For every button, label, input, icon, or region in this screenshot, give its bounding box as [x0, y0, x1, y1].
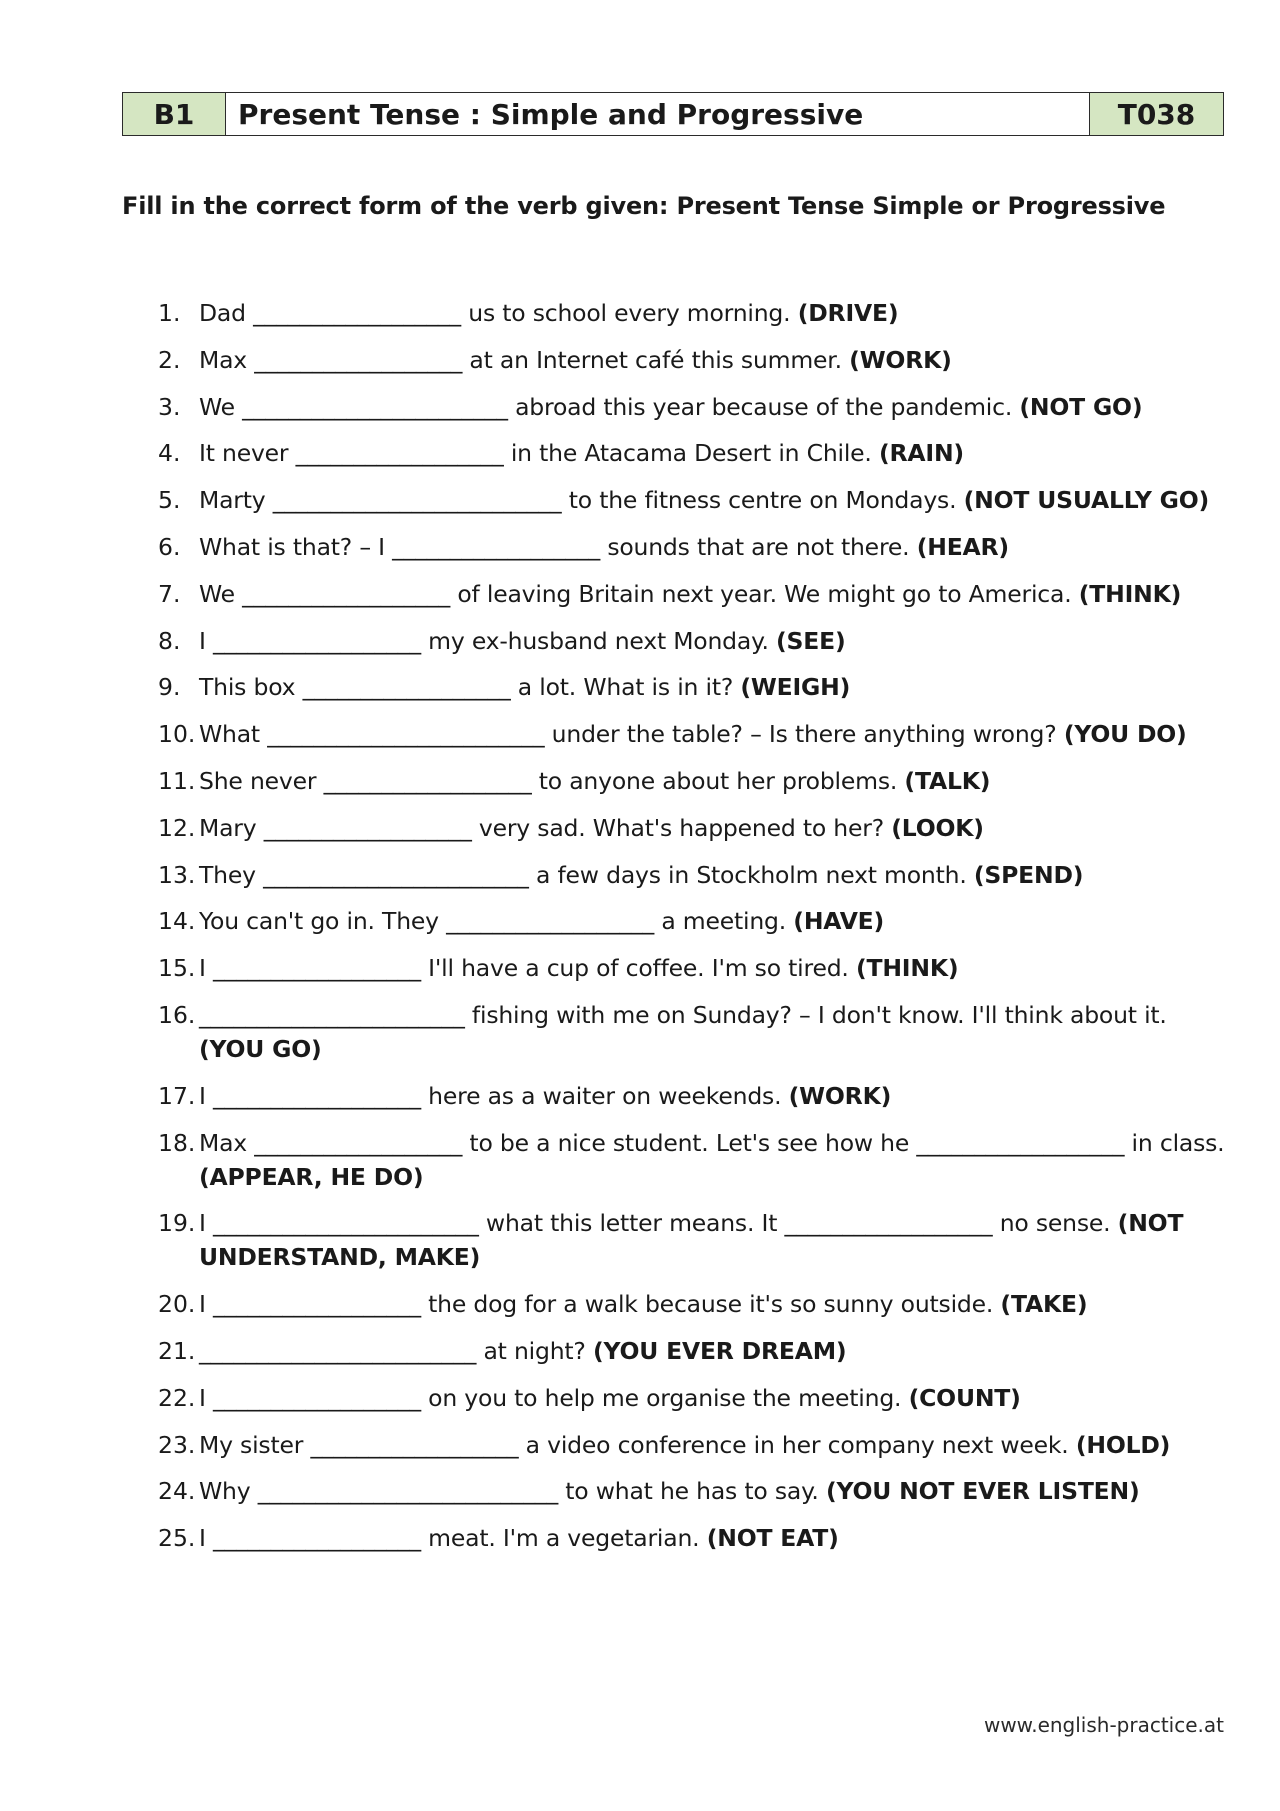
- exercise-item: [158, 1381, 1226, 1415]
- exercise-number: 10.: [158, 720, 196, 749]
- exercise-number: 2.: [158, 345, 181, 374]
- verb-hint: (THINK): [855, 954, 959, 983]
- verb-hint: (TAKE): [1000, 1290, 1088, 1319]
- exercise-number: 11.: [158, 766, 196, 795]
- exercise-sentence: [199, 1474, 1226, 1508]
- exercise-text: They _______________________ a few days in Stockholm next month.: [199, 860, 974, 889]
- exercise-number: 7.: [158, 579, 181, 608]
- exercise-sentence: [199, 577, 1226, 611]
- exercise-sentence: [199, 670, 1226, 704]
- exercise-sentence: [199, 436, 1226, 470]
- exercise-item: [158, 670, 1226, 704]
- exercise-sentence: [199, 858, 1226, 892]
- exercise-item: [158, 530, 1226, 564]
- exercise-number: 5.: [158, 486, 181, 515]
- exercise-item: [158, 577, 1226, 611]
- exercise-item: [158, 1126, 1232, 1194]
- exercise-item: [158, 904, 1226, 938]
- verb-hint: (YOU NOT EVER LISTEN): [825, 1477, 1140, 1506]
- verb-hint: (SPEND): [973, 860, 1084, 889]
- exercise-text: My sister __________________ a video conference in her company next week.: [199, 1430, 1076, 1459]
- exercise-number: 16.: [158, 1000, 196, 1029]
- exercise-item: [158, 1206, 1226, 1274]
- exercise-text: Max __________________ to be a nice student. Let's see how he __________________ in class.: [199, 1128, 1232, 1157]
- verb-hint: (RAIN): [878, 439, 964, 468]
- verb-hint: (WEIGH): [740, 673, 851, 702]
- exercise-text: I __________________ the dog for a walk because it's so sunny outside.: [199, 1290, 1001, 1319]
- exercise-item: [158, 296, 1226, 330]
- exercise-number: 25.: [158, 1524, 196, 1553]
- verb-hint: (NOT USUALLY GO): [963, 486, 1210, 515]
- exercise-sentence: [199, 483, 1226, 517]
- exercise-text: We _______________________ abroad this year because of the pandemic.: [199, 392, 1020, 421]
- exercise-sentence: [199, 1428, 1226, 1462]
- exercise-sentence: [199, 1079, 1226, 1113]
- verb-hint: (HEAR): [916, 532, 1009, 561]
- exercise-text: Dad __________________ us to school every morning.: [199, 299, 798, 327]
- exercise-number: 4.: [158, 439, 181, 468]
- exercise-text: I __________________ meat. I'm a vegetarian.: [199, 1524, 707, 1553]
- verb-hint: (SEE): [776, 626, 846, 655]
- exercise-sentence: [199, 1381, 1226, 1415]
- exercise-text: Max __________________ at an Internet café this summer.: [199, 345, 850, 374]
- worksheet-header: [122, 92, 1224, 136]
- exercise-text: You can't go in. They __________________ a meeting.: [199, 907, 794, 936]
- exercise-number: 20.: [158, 1290, 196, 1319]
- verb-hint: (NOT UNDERSTAND, MAKE): [199, 1209, 1192, 1272]
- exercise-sentence: [199, 390, 1226, 424]
- exercise-number: 22.: [158, 1383, 196, 1412]
- header-row: [123, 93, 1224, 136]
- exercise-number: 24.: [158, 1477, 196, 1506]
- exercise-sentence: [199, 343, 1226, 377]
- verb-hint: (HOLD): [1075, 1430, 1171, 1459]
- exercise-number: 6.: [158, 532, 181, 561]
- exercise-text: I __________________ on you to help me organise the meeting.: [199, 1383, 909, 1412]
- worksheet-code: T038: [1090, 93, 1224, 136]
- exercise-number: 9.: [158, 673, 181, 702]
- exercise-text: This box __________________ a lot. What is in it?: [199, 673, 741, 702]
- exercise-text: I __________________ I'll have a cup of coffee. I'm so tired.: [199, 954, 856, 983]
- exercise-text: Marty _________________________ to the fitness centre on Mondays.: [199, 486, 964, 515]
- exercise-text: It never __________________ in the Atacama Desert in Chile.: [199, 439, 879, 468]
- exercise-number: 18.: [158, 1128, 196, 1157]
- exercise-item: [158, 436, 1226, 470]
- exercise-item: [158, 717, 1226, 751]
- exercise-sentence: [199, 951, 1226, 985]
- exercise-item: [158, 951, 1226, 985]
- verb-hint: (DRIVE): [797, 299, 899, 327]
- verb-hint: (YOU EVER DREAM): [592, 1336, 847, 1365]
- verb-hint: (COUNT): [908, 1383, 1021, 1412]
- exercise-number: 8.: [158, 626, 181, 655]
- exercise-number: 15.: [158, 954, 196, 983]
- exercise-sentence: [199, 530, 1226, 564]
- verb-hint: (HAVE): [793, 907, 885, 936]
- exercise-item: [158, 390, 1226, 424]
- worksheet-title: Present Tense : Simple and Progressive: [226, 93, 1090, 136]
- exercise-item: [158, 858, 1226, 892]
- exercise-item: [158, 343, 1226, 377]
- exercise-text: Why __________________________ to what he has to say.: [199, 1477, 826, 1506]
- exercise-text: ________________________ at night?: [199, 1336, 593, 1365]
- exercise-number: 19.: [158, 1209, 196, 1238]
- footer-website: www.english-practice.at: [983, 1713, 1224, 1737]
- exercise-item: [158, 624, 1226, 658]
- exercise-text: She never __________________ to anyone about her problems.: [199, 766, 905, 795]
- exercise-sentence: [199, 998, 1226, 1066]
- verb-hint: (TALK): [904, 766, 991, 795]
- exercise-sentence: [199, 1521, 1226, 1555]
- verb-hint: (YOU DO): [1063, 720, 1187, 749]
- verb-hint: (NOT EAT): [706, 1524, 839, 1553]
- exercise-item: [158, 1428, 1226, 1462]
- level-badge: B1: [123, 93, 226, 136]
- exercise-number: 1.: [158, 299, 181, 327]
- exercise-sentence: [199, 1334, 1226, 1368]
- exercise-sentence: [199, 811, 1226, 845]
- exercise-item: [158, 483, 1226, 517]
- exercise-item: [158, 764, 1226, 798]
- exercise-sentence: [199, 296, 1226, 330]
- exercise-text: I __________________ here as a waiter on weekends.: [199, 1081, 789, 1110]
- exercise-number: 21.: [158, 1336, 196, 1365]
- exercise-list: [158, 296, 1232, 1568]
- exercise-number: 3.: [158, 392, 181, 421]
- exercise-item: [158, 1079, 1226, 1113]
- exercise-sentence: [199, 624, 1226, 658]
- exercise-text: _______________________ fishing with me on Sunday? – I don't know. I'll think about it.: [199, 1000, 1174, 1029]
- exercise-text: What is that? – I __________________ sounds that are not there.: [199, 532, 917, 561]
- exercise-sentence: [199, 1126, 1232, 1194]
- verb-hint: (THINK): [1078, 579, 1182, 608]
- verb-hint: (WORK): [849, 345, 952, 374]
- exercise-text: I _______________________ what this letter means. It __________________ no sense.: [199, 1209, 1118, 1238]
- exercise-sentence: [199, 764, 1226, 798]
- verb-hint: (LOOK): [891, 813, 984, 842]
- exercise-number: 12.: [158, 813, 196, 842]
- instruction-text: Fill in the correct form of the verb given: Present Tense Simple or Progressive: [122, 192, 1166, 220]
- exercise-sentence: [199, 1206, 1226, 1274]
- exercise-number: 23.: [158, 1430, 196, 1459]
- verb-hint: (WORK): [788, 1081, 892, 1110]
- exercise-number: 13.: [158, 860, 196, 889]
- exercise-text: What ________________________ under the table? – Is there anything wrong?: [199, 720, 1064, 749]
- exercise-text: We __________________ of leaving Britain next year. We might go to America.: [199, 579, 1079, 608]
- exercise-item: [158, 1474, 1226, 1508]
- verb-hint: (YOU GO): [199, 1034, 322, 1063]
- exercise-text: Mary __________________ very sad. What's happened to her?: [199, 813, 892, 842]
- verb-hint: (APPEAR, HE DO): [199, 1162, 424, 1191]
- exercise-item: [158, 1287, 1226, 1321]
- exercise-item: [158, 1521, 1226, 1555]
- exercise-item: [158, 811, 1226, 845]
- exercise-item: [158, 1334, 1226, 1368]
- exercise-item: [158, 998, 1226, 1066]
- exercise-number: 14.: [158, 907, 196, 936]
- exercise-sentence: [199, 904, 1226, 938]
- exercise-sentence: [199, 717, 1226, 751]
- exercise-sentence: [199, 1287, 1226, 1321]
- exercise-text: I __________________ my ex-husband next Monday.: [199, 626, 776, 655]
- exercise-number: 17.: [158, 1081, 196, 1110]
- verb-hint: (NOT GO): [1019, 392, 1143, 421]
